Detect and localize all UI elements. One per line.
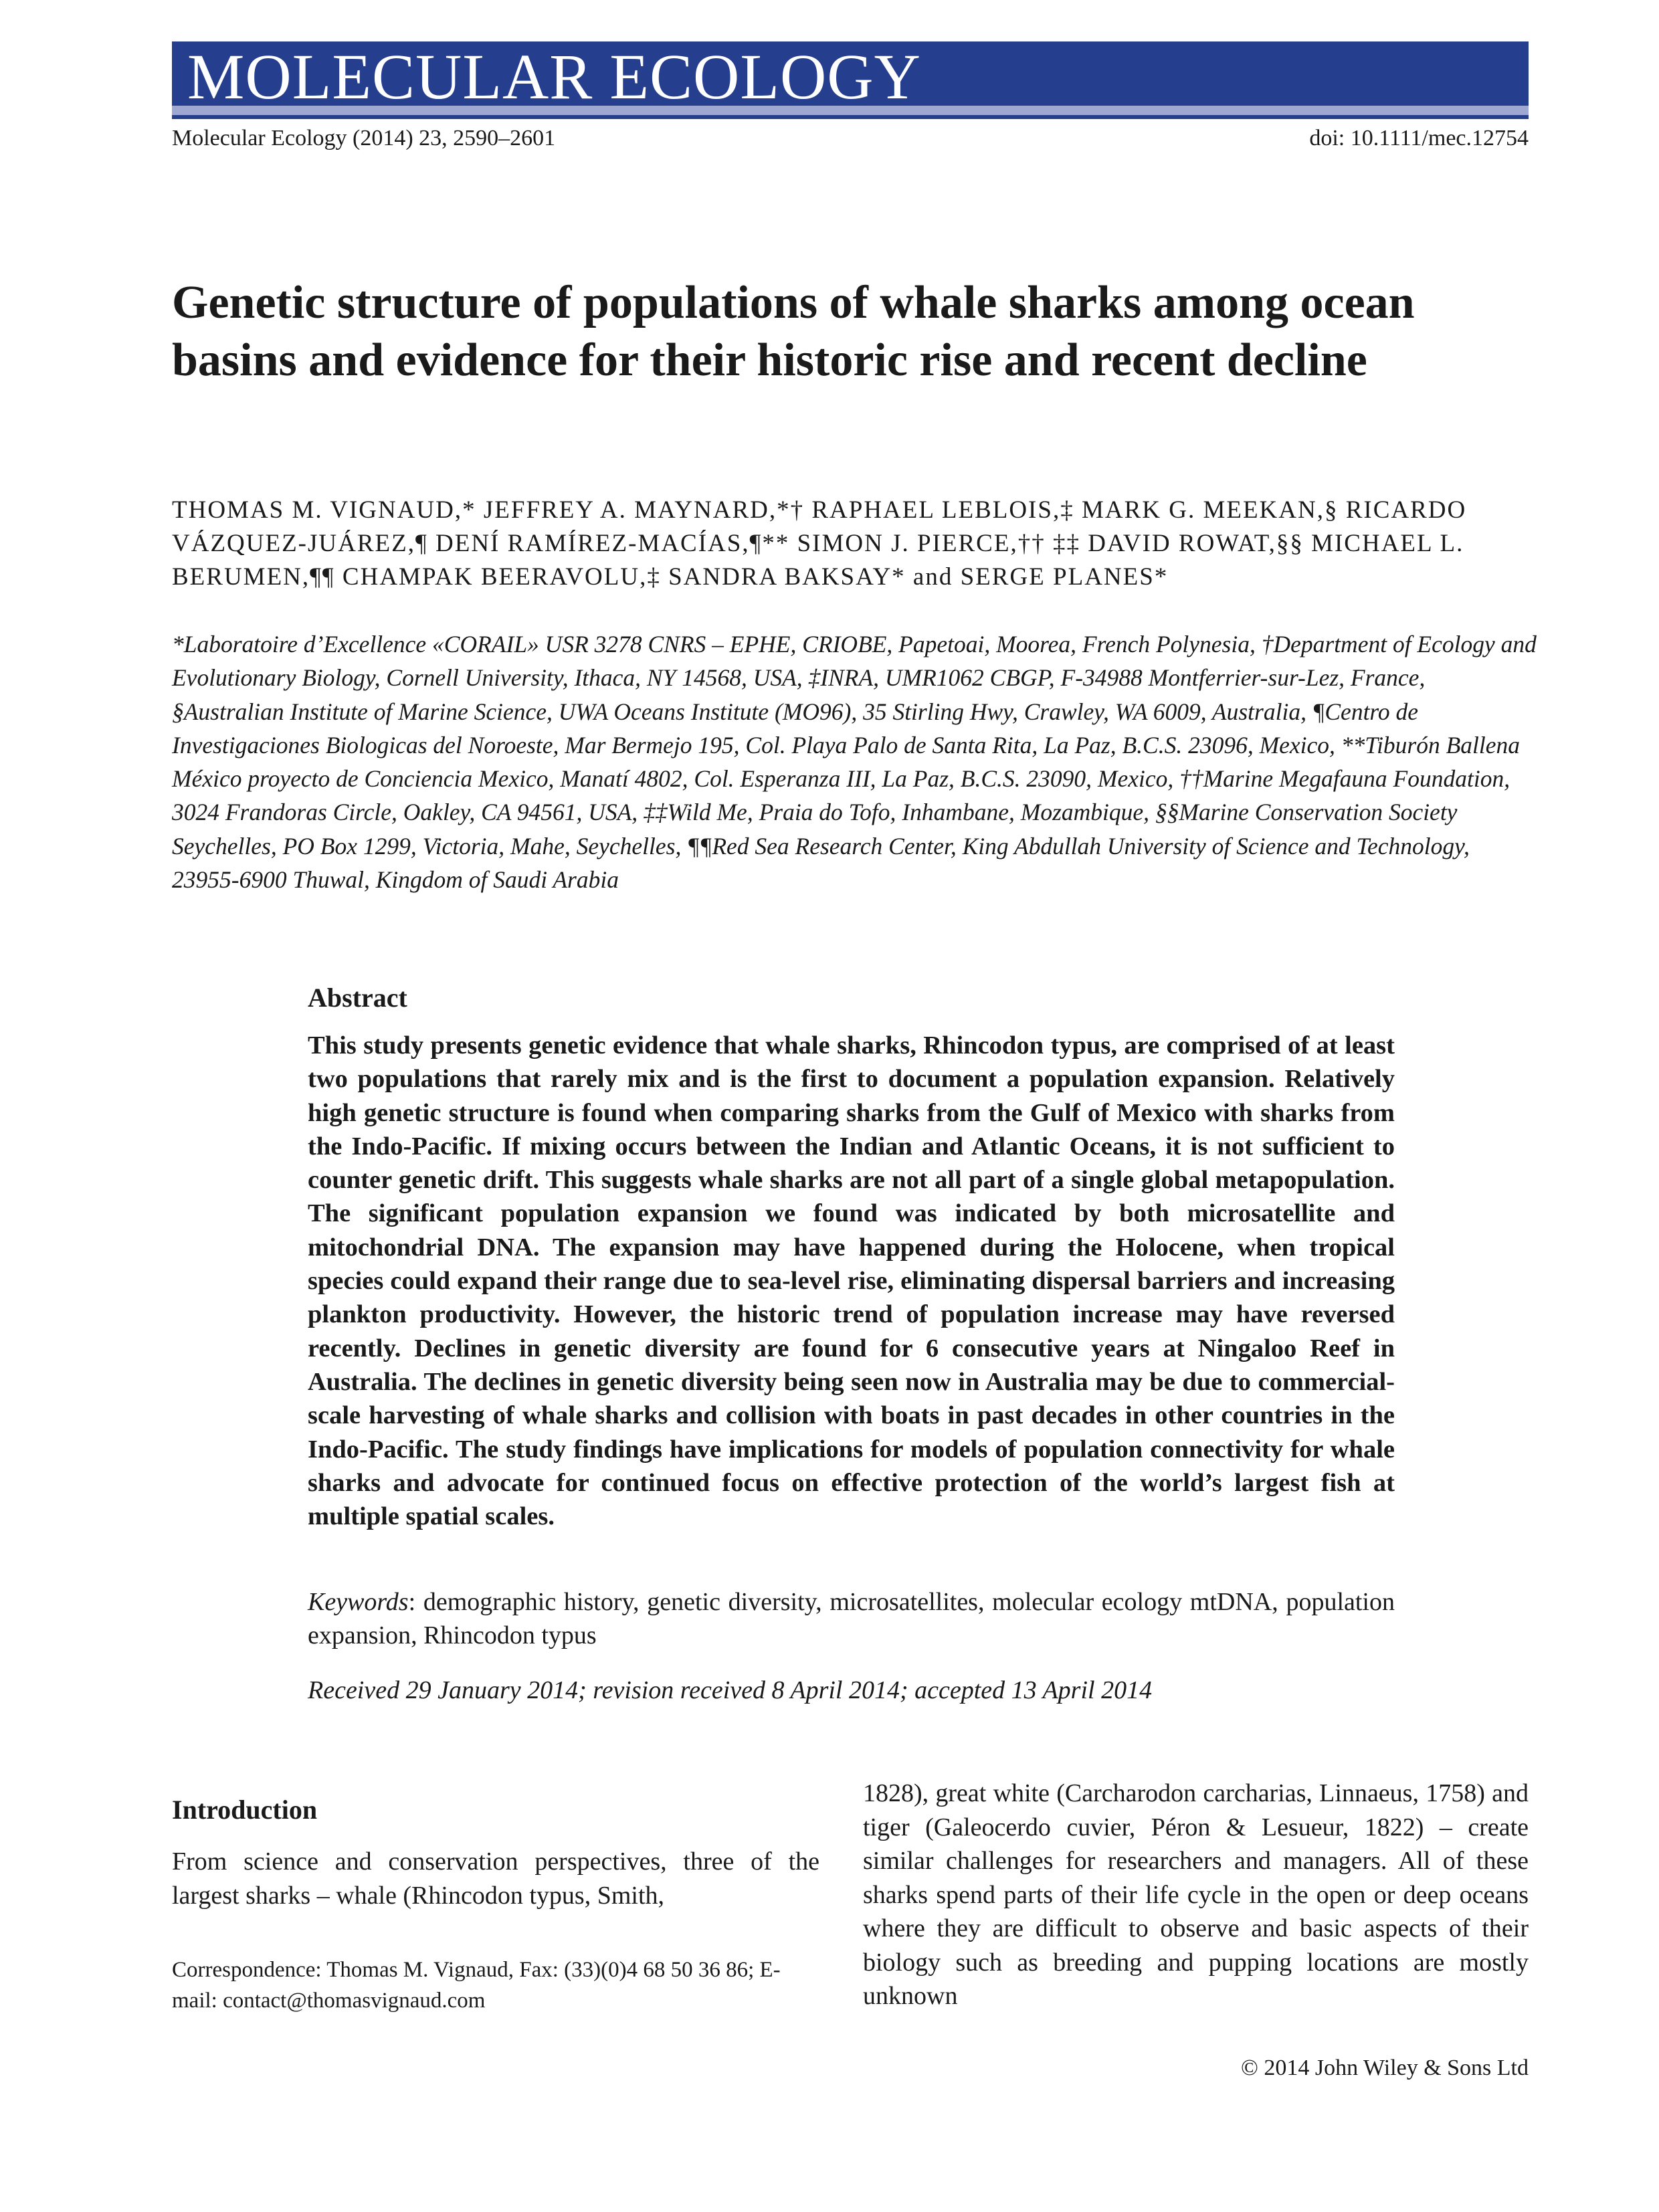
affiliations: *Laboratoire d’Excellence «CORAIL» USR 3278 CNRS – EPHE, CRIOBE, Papetoai, Moorea, French Polynesia, †Department of Ecology and Evolutionary Biology, Cornell University, Ithaca, NY 14568, USA, ‡INRA, UMR1062 CBGP, F-34988 Montferrier-sur-Lez, France, §Australian Institute of Marine Science, UWA Oceans Institute (MO96), 35 Stirling Hwy, Crawley, WA 6009, Australia, ¶Centro de Investigaciones Biologicas del Noroeste, Mar Bermejo 195, Col. Playa Palo de Santa Rita, La Paz, B.C.S. 23096, Mexico, **Tiburón Ballena México proyecto de Conciencia Mexico, Manatí 4802, Col. Esperanza III, La Paz, B.C.S. 23090, Mexico, ††Marine Megafauna Foundation, 3024 Frandoras Circle, Oakley, CA 94561, USA, ‡‡Wild Me, Praia do Tofo, Inhambane, Mozambique, §§Marine Conservation Society Seychelles, PO Box 1299, Victoria, Mahe, Seychelles, ¶¶Red Sea Research Center, King Abdullah University of Science and Technology, 23955-6900 Thuwal, Kingdom of Saudi Arabia [172, 631, 1537, 894]
abstract-text: This study presents genetic evidence that whale sharks, Rhincodon typus, are comprised of at least two populations that rarely mix and is the first to document a population expansion. Relatively high genetic structure is found when comparing sharks from the Gulf of Mexico with sharks from the Indo-Pacific. If mixing occurs between the Indian and Atlantic Oceans, it is not sufficient to counter genetic drift. This suggests whale sharks are not all part of a single global metapopulation. The significant population expansion we found was indicated by both microsatellite and mitochondrial DNA. The expansion may have happened during the Holocene, when tropical species could expand their range due to sea-level rise, eliminating dispersal barriers and increasing plankton productivity. However, the historic trend of population increase may have reversed recently. Declines in genetic diversity are found for 6 consecutive years at Ningaloo Reef in Australia. The declines in genetic diversity being seen now in Australia may be due to commercial-scale harvesting of whale sharks and collision with boats in past decades in other countries in the Indo-Pacific. The study findings have implications for models of population connectivity for whale sharks and advocate for continued focus on effective protection of the world’s largest fish at multiple spatial scales. [308, 1031, 1395, 1531]
introduction-right-column: 1828), great white (Carcharodon carcharias, Linnaeus, 1758) and tiger (Galeocerdo cuvier, Péron & Lesueur, 1822) – create similar challenges for researchers and managers. All of these sharks spend parts of their life cycle in the open or deep oceans where they are difficult to observe and basic aspects of their biology such as breeding and pupping locations are mostly unknown [863, 1779, 1529, 2010]
copyright: © 2014 John Wiley & Sons Ltd [1241, 2055, 1529, 2080]
correspondence: Correspondence: Thomas M. Vignaud, Fax: (33)(0)4 68 50 36 86; E-mail: contact@thomasvignaud.com [172, 1958, 781, 2013]
citation: Molecular Ecology (2014) 23, 2590–2601 [172, 126, 556, 150]
doi[interactable]: doi: 10.1111/mec.12754 [1309, 126, 1529, 150]
keywords-text: : demographic history, genetic diversity, microsatellites, molecular ecology mtDNA, population expansion, Rhincodon typus [308, 1588, 1395, 1649]
keywords-label: Keywords [308, 1588, 409, 1616]
introduction-heading: Introduction [172, 1795, 318, 1825]
journal-name: MOLECULAR ECOLOGY [187, 41, 921, 112]
article-title: Genetic structure of populations of whale sharks among ocean basins and evidence for their historic rise and recent decline [172, 277, 1415, 386]
received-dates: Received 29 January 2014; revision received 8 April 2014; accepted 13 April 2014 [308, 1676, 1153, 1704]
abstract-heading: Abstract [308, 983, 407, 1013]
introduction-left-column: From science and conservation perspectives, three of the largest sharks – whale (Rhincodon typus, Smith, [172, 1847, 819, 1910]
authors: THOMAS M. VIGNAUD,* JEFFREY A. MAYNARD,*† RAPHAEL LEBLOIS,‡ MARK G. MEEKAN,§ RICARDO VÁZQUEZ-JUÁREZ,¶ DENÍ RAMÍREZ-MACÍAS,¶** SIMON J. PIERCE,†† ‡‡ DAVID ROWAT,§§ MICHAEL L. BERUMEN,¶¶ CHAMPAK BEERAVOLU,‡ SANDRA BAKSAY* and SERGE PLANES* [172, 496, 1467, 591]
keywords [308, 1585, 1395, 1652]
